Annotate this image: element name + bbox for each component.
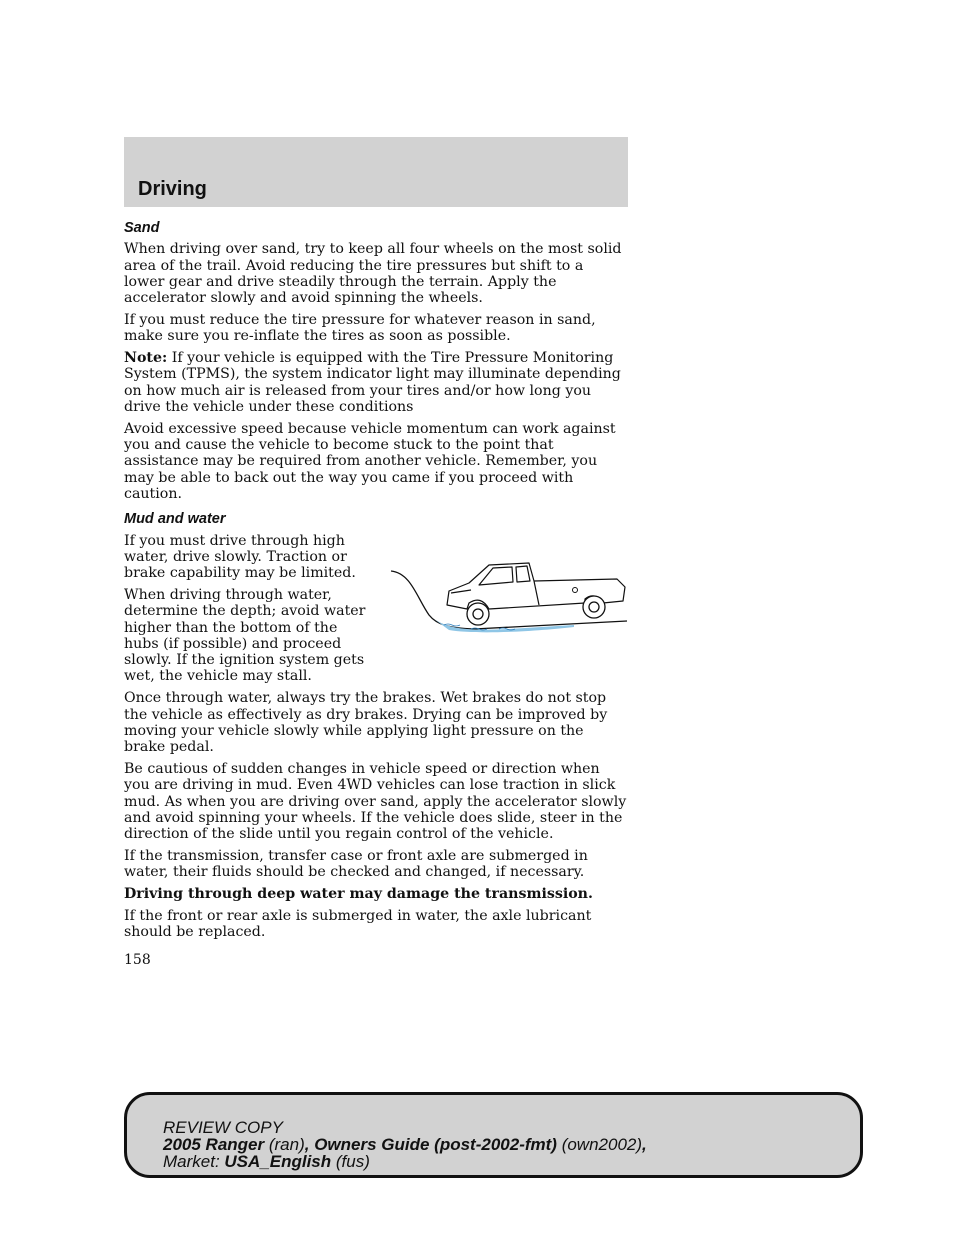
footer-guide: Owners Guide (post-2002-fmt) [314, 1135, 557, 1154]
sand-paragraph-4: Avoid excessive speed because vehicle momentum can work against you and cause the vehicle to become stuck to the point that assistance may be required from another vehicle. Remember, you may be able to back out the way you came if you proceed with caution. [124, 420, 616, 502]
footer-model: 2005 Ranger [163, 1135, 265, 1154]
footer-line-2 [163, 1136, 647, 1153]
mud-paragraph-5: If the transmission, transfer case or front axle are submerged in water, their fluids should be checked and changed, if necessary. [124, 847, 588, 881]
footer-separator-1: , [304, 1135, 315, 1154]
footer-line-3 [163, 1153, 647, 1170]
footer-market: USA_English [224, 1152, 332, 1171]
footer-text [163, 1119, 647, 1170]
sand-paragraph-1: When driving over sand, try to keep all four wheels on the most solid area of the trail. Avoid reducing the tire pressures but shift to a lower gear and drive steadily through the terrain. Apply the accelerator slowly and avoid spinning the wheels. [124, 241, 622, 307]
sand-heading: Sand [124, 220, 160, 236]
footer-model-code: (ran) [264, 1135, 305, 1154]
note-label: Note: [124, 350, 168, 367]
footer-separator-2: , [642, 1135, 647, 1154]
note-text: If your vehicle is equipped with the Tire Pressure Monitoring System (TPMS), the system indicator light may illuminate depending on how much air is released from your tires and/or how long you drive the vehicle under these conditions [124, 350, 621, 415]
transmission-warning: Driving through deep water may damage the transmission. [124, 885, 593, 902]
mud-paragraph-1: If you must drive through high water, drive slowly. Traction or brake capability may be limited. [124, 532, 356, 582]
section-title: Driving [138, 178, 207, 200]
section-header-band [124, 137, 628, 207]
footer-market-code: (fus) [331, 1152, 370, 1171]
footer-review-copy: REVIEW COPY [163, 1118, 283, 1137]
mud-paragraph-3: Once through water, always try the brakes. Wet brakes do not stop the vehicle as effectively as dry brakes. Drying can be improved by moving your vehicle slowly while applying light pressure on the brake pedal. [124, 690, 608, 756]
page-content [124, 220, 628, 969]
mud-paragraph-4: Be cautious of sudden changes in vehicle speed or direction when you are driving in mud. Even 4WD vehicles can lose traction in slick mud. As when you are driving over sand, apply the accelerator slowly and avoid spinning your wheels. If the vehicle does slide, steer in the direction of the slide until you regain control of the vehicle. [124, 760, 627, 843]
mud-paragraph-6: If the front or rear axle is submerged in water, the axle lubricant should be replaced. [124, 907, 592, 941]
sand-note [124, 350, 628, 415]
mud-intro-text [124, 533, 369, 685]
mud-intro-block [124, 533, 628, 685]
footer-market-label: Market: [163, 1152, 225, 1171]
footer-guide-code: (own2002) [556, 1135, 643, 1154]
truck-in-water-illustration [389, 543, 629, 648]
page-number: 158 [124, 952, 151, 969]
sand-paragraph-2: If you must reduce the tire pressure for whatever reason in sand, make sure you re-inflate the tires as soon as possible. [124, 311, 596, 345]
mud-heading: Mud and water [124, 511, 226, 528]
mud-paragraph-2: When driving through water, determine the depth; avoid water higher than the bottom of the hubs (if possible) and proceed slowly. If the ignition system gets wet, the vehicle may stall. [124, 586, 366, 685]
review-copy-footer [124, 1092, 863, 1178]
